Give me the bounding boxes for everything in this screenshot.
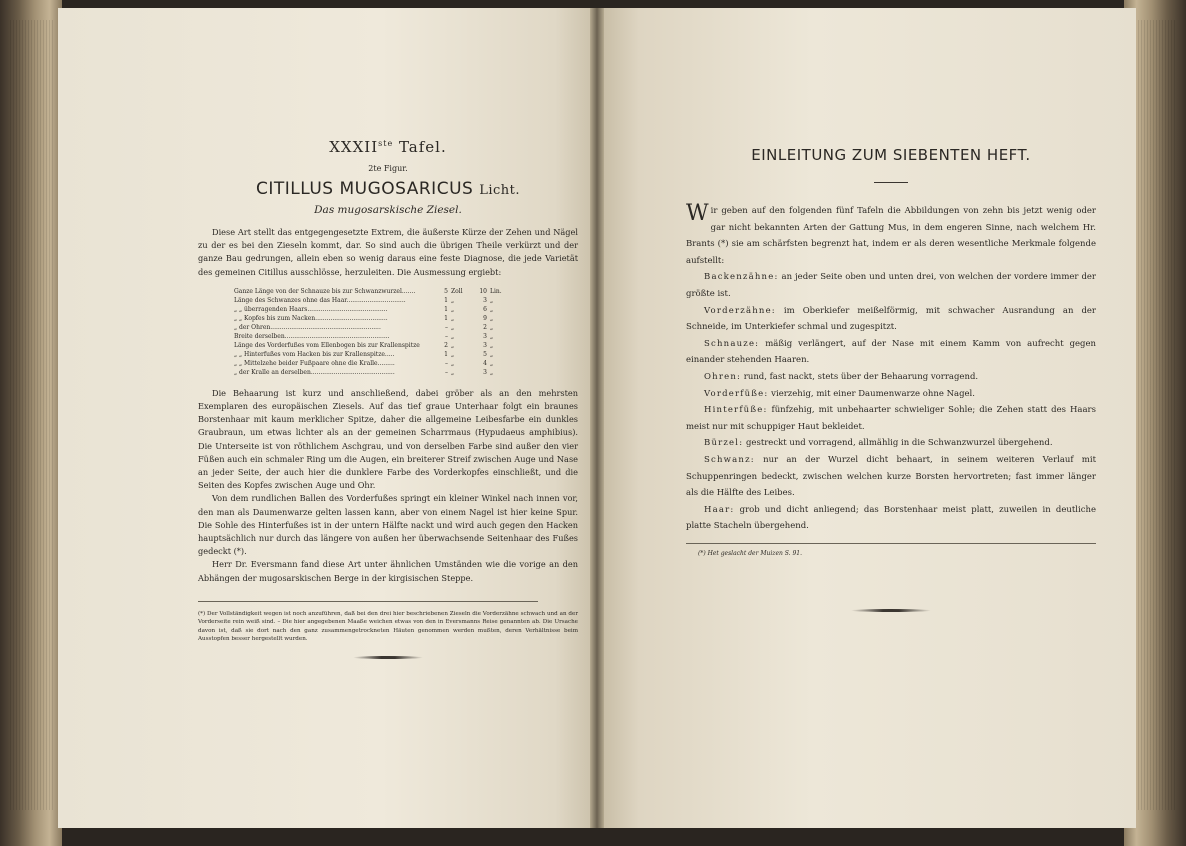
measurement-label: „ „ Mittelzehe beider Fußpaare ohne die Kralle.........: [234, 359, 395, 367]
paragraph-locality: Herr Dr. Eversmann fand diese Art unter ähnlichen Umständen wie die vorige an den Abhängen der mugosarskischen Berge in der kirgisischen Steppe.: [198, 559, 578, 583]
measurement-row: [234, 368, 512, 377]
characteristic-term: Backenzähne:: [704, 272, 779, 283]
measurement-unit: „: [451, 323, 455, 331]
paragraph-intro-right: Wir geben auf den folgenden fünf Tafeln die Abbildungen von zehn bis jetzt wenig oder gar nicht bekannten Arten der Gattung Mus, in dem engeren Sinne, nach welchem Hr. Brants (*) sie am schärfsten begrenzt hat, indem er als deren wesentliche Merkmale folgende aufstellt:: [686, 201, 1096, 266]
end-ornament: [353, 656, 423, 659]
footnote-right: (*) Het geslacht der Muizen S. 91.: [698, 549, 803, 557]
paragraph-intro: Diese Art stellt das entgegengesetzte Extrem, die äußerste Kürze der Zehen und Nägel zu der es bei den Zieseln kommt, dar. So sind auch die übrigen Theile verkürzt und der ganze Bau gedrungen, allein eben so wenig daraus eine feste Diagnose, die jede Varietät des gemeinen Citillus ausschlösse, herzuleiten. Die Ausmessung ergiebt:: [198, 227, 578, 277]
measurement-unit2: „: [490, 305, 494, 313]
characteristic-item: [686, 369, 1096, 386]
vernacular-name: Das mugosarskische Ziesel.: [314, 204, 462, 216]
measurement-unit: „: [451, 359, 455, 367]
measurement-label: „ der Ohren..........................................................: [234, 323, 381, 331]
characteristic-term: Vorderfüße:: [704, 388, 769, 399]
characteristic-text: nur an der Wurzel dicht behaart, in seinem weiteren Verlauf mit Schuppenringen bedeckt, zwischen welchen kurze Borsten hervortreten; fast immer länger als die Hälfte des Leibes.: [686, 454, 1096, 499]
drop-cap: W: [686, 201, 709, 226]
characteristic-item: [686, 402, 1096, 435]
measurement-num2: 5: [483, 350, 487, 358]
measurement-unit2: Lin.: [490, 287, 502, 295]
measurement-num: 1: [444, 314, 448, 322]
paragraph-fur: Die Behaarung ist kurz und anschließend, dabei gröber als an den mehrsten Exemplaren des europäischen Ziesels. Auf das tief graue Unterhaar folgt ein braunes Borstenhaar mit kaum merklicher Spitze, daher die allgemeine Leibesfarbe ein dunkles Graubraun, um etwas lichter als an der gemeinen Scharrmaus (Hypudaeus amphibius). Die Unterseite ist von röthlichem Aschgrau, und von derselben Farbe sind außer den vier Füßen auch ein schmaler Ring um die Augen, ein breiterer Streif zwischen Auge und Nase an jeder Seite, der auch hier die dunklere Farbe des Vorderkopfes einschließt, und die Seiten des Kopfes zwischen Auge und Ohr.: [198, 387, 578, 491]
measurement-unit2: „: [490, 359, 494, 367]
measurement-row: [234, 359, 512, 368]
right-page-content: [686, 146, 1096, 612]
measurement-label: Länge des Schwanzes ohne das Haar...............................: [234, 296, 406, 304]
measurement-num2: 3: [483, 341, 487, 349]
measurement-num: 1: [444, 305, 448, 313]
paragraph-feet: Von dem rundlichen Ballen des Vorderfußes springt ein kleiner Winkel nach innen vor, den man als Daumenwarze gelten lassen kann, aber von einem Nagel ist hier keine Spur. Die Sohle des Hinterfußes ist in der untern Hälfte nackt und wird auch gegen den Hacken hauptsächlich nur durch das längere von außen her überwachsende Seitenhaar des Fußes gedeckt (*).: [198, 493, 578, 557]
measurement-num2: 3: [483, 368, 487, 376]
measurement-unit2: „: [490, 350, 494, 358]
characteristic-text: gestreckt und vorragend, allmählig in die Schwanzwurzel übergehend.: [743, 438, 1053, 449]
section-heading: EINLEITUNG ZUM SIEBENTEN HEFT.: [751, 146, 1031, 164]
measurement-num2: 3: [483, 296, 487, 304]
measurement-num2: 3: [483, 332, 487, 340]
characteristic-term: Schnauze:: [704, 338, 760, 349]
characteristic-item: [686, 502, 1096, 535]
right-page: [596, 8, 1136, 828]
heading-rule: [874, 182, 908, 183]
measurement-num2: 2: [483, 323, 487, 331]
measurement-unit: „: [451, 314, 455, 322]
left-page: [58, 8, 598, 828]
left-page-edges: [0, 0, 62, 846]
characteristic-item: [686, 386, 1096, 403]
footnote-rule: [198, 601, 538, 602]
measurement-label: „ „ überragenden Haars..........................................: [234, 305, 388, 313]
measurement-num: 1: [444, 350, 448, 358]
measurement-unit: „: [451, 368, 455, 376]
measurement-num: 2: [444, 341, 448, 349]
left-page-content: [198, 138, 578, 659]
measurement-num2: 10: [479, 287, 487, 295]
measurement-row: [234, 305, 512, 314]
footnote-rule-right: [686, 543, 1096, 544]
measurement-unit: Zoll: [451, 287, 463, 295]
characteristic-term: Haar:: [704, 504, 735, 515]
characteristic-term: Schwanz:: [704, 454, 755, 465]
measurement-unit2: „: [490, 341, 494, 349]
measurement-unit: „: [451, 350, 455, 358]
measurement-label: „ „ Kopfes bis zum Nacken......................................: [234, 314, 388, 322]
measurement-row: [234, 296, 512, 305]
measurement-unit: „: [451, 305, 455, 313]
measurement-unit2: „: [490, 323, 494, 331]
plate-title: XXXIIste Tafel.: [329, 138, 447, 156]
measurement-unit2: „: [490, 368, 494, 376]
measurement-unit: „: [451, 332, 455, 340]
characteristic-term: Hinterfüße:: [704, 405, 768, 416]
measurement-unit: „: [451, 341, 455, 349]
measurement-num2: 6: [483, 305, 487, 313]
measurement-row: [234, 323, 512, 332]
measurement-row: [234, 332, 512, 341]
book-gutter: [590, 8, 604, 828]
characteristic-item: [686, 303, 1096, 336]
measurement-unit2: „: [490, 296, 494, 304]
characteristic-text: rund, fast nackt, stets über der Behaarung vorragend.: [741, 371, 979, 382]
measurement-num: 5: [444, 287, 448, 295]
measurement-unit: „: [451, 296, 455, 304]
measurement-label: „ der Kralle an derselben............................................: [234, 368, 395, 376]
characteristic-item: [686, 336, 1096, 369]
measurement-num2: 4: [483, 359, 487, 367]
measurement-num: –: [445, 332, 448, 340]
measurement-num: –: [445, 368, 448, 376]
characteristic-text: fünfzehig, mit unbehaarter schwieliger Sohle; die Zehen statt des Haars meist nur mit schuppiger Haut bekleidet.: [686, 405, 1096, 432]
characteristic-item: [686, 435, 1096, 452]
measurement-num: –: [445, 323, 448, 331]
characteristic-item: [686, 452, 1096, 502]
measurement-row: [234, 341, 512, 350]
measurement-row: [234, 350, 512, 359]
characteristic-text: mäßig verlängert, auf der Nase mit einem Kamm von aufrecht gegen einander stehenden Haaren.: [686, 338, 1096, 366]
measurement-num: –: [445, 359, 448, 367]
measurement-row: [234, 287, 512, 296]
measurement-label: Ganze Länge von der Schnauze bis zur Schwanzwurzel.......: [234, 287, 416, 295]
measurement-label: Länge des Vorderfußes vom Ellenbogen bis zur Krallenspitze: [234, 341, 420, 349]
measurement-label: Breite derselben.......................................................: [234, 332, 390, 340]
measurement-label: „ „ Hinterfußes vom Hacken bis zur Krallenspitze.....: [234, 350, 395, 358]
characteristic-text: an jeder Seite oben und unten drei, von welchen der vordere immer der größte ist.: [686, 272, 1096, 299]
measurement-table: [234, 287, 512, 377]
characteristic-text: vierzehig, mit einer Daumenwarze ohne Nagel.: [768, 388, 975, 399]
measurement-num2: 9: [483, 314, 487, 322]
footnote: (*) Der Vollständigkeit wegen ist noch anzuführen, daß bei den drei hier beschriebenen Zieseln die Vorderzähne schwach und an der Vorderseite rein weiß sind. – Die hier angegebenen Maaße weichen etwas von den in Eversmanns Reise genannten ab. Die Ursache davon ist, daß sie dort nach den ganz zusammengetrockneten Häuten genommen werden mußten, deren Verhältnisse beim Ausstopfen besser hergestellt wurden.: [198, 610, 578, 643]
end-ornament-right: [851, 609, 931, 612]
measurement-unit2: „: [490, 332, 494, 340]
characteristic-text: im Oberkiefer meißelförmig, mit schwacher Ausrandung an der Schneide, im Unterkiefer schmal und zugespitzt.: [686, 305, 1096, 333]
characteristic-item: [686, 269, 1096, 302]
characteristic-text: grob und dicht anliegend; das Borstenhaar meist platt, zuweilen in deutliche platte Stacheln übergehend.: [686, 504, 1096, 532]
characteristic-term: Bürzel:: [704, 438, 744, 449]
measurement-unit2: „: [490, 314, 494, 322]
figure-label: 2te Figur.: [368, 164, 408, 173]
characteristic-term: Ohren:: [704, 371, 742, 382]
characteristic-term: Vorderzähne:: [704, 305, 776, 316]
species-name: CITILLUS MUGOSARICUS Licht.: [255, 179, 521, 199]
measurement-num: 1: [444, 296, 448, 304]
measurement-row: [234, 314, 512, 323]
